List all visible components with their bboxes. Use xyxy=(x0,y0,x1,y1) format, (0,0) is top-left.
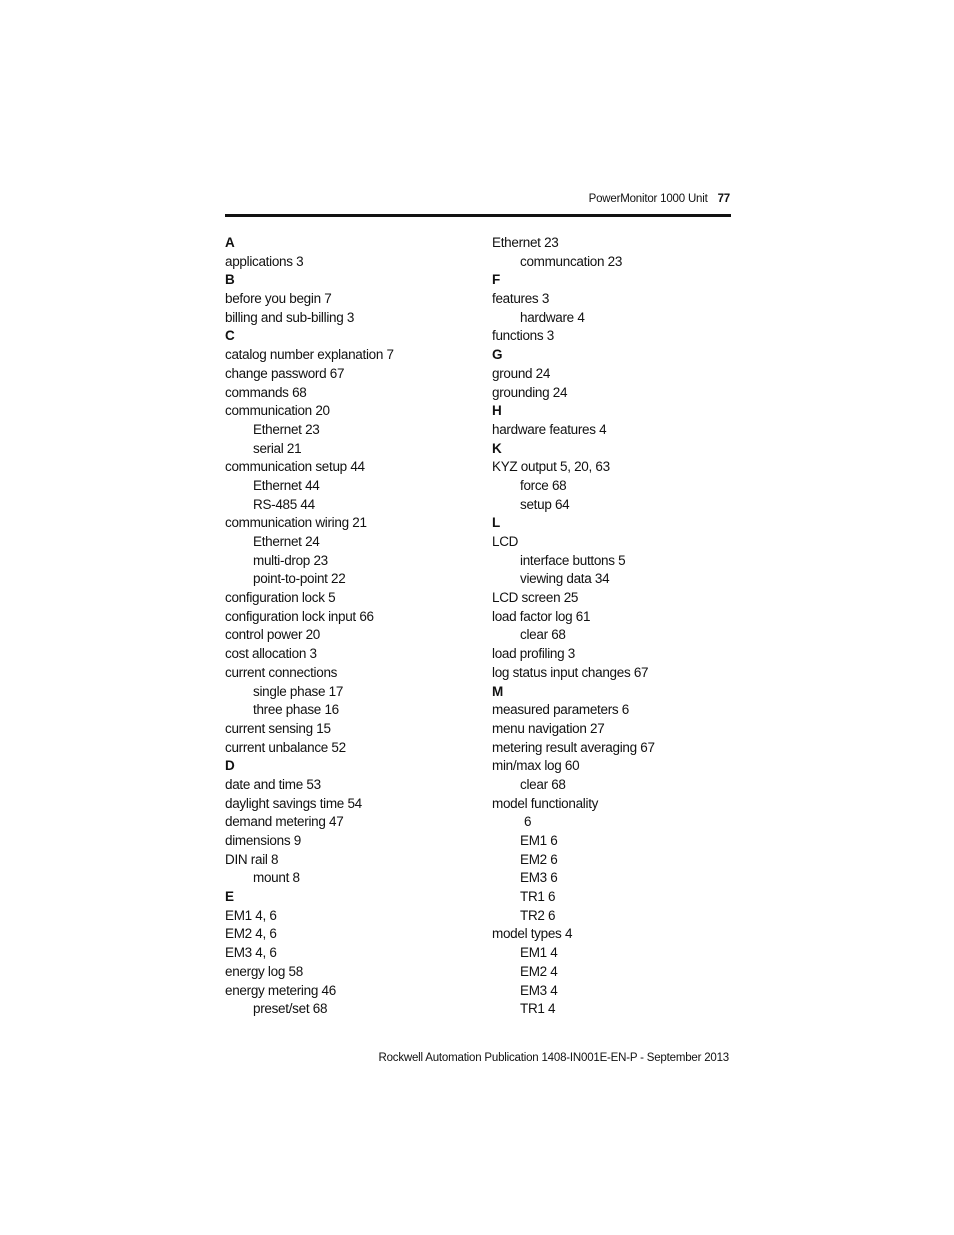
index-subentry: EM3 4 xyxy=(520,982,558,998)
index-entry: date and time 53 xyxy=(225,776,321,792)
index-entry: EM2 4, 6 xyxy=(225,926,277,942)
index-entry: ground 24 xyxy=(492,365,551,381)
index-subentry: Ethernet 23 xyxy=(253,421,320,437)
index-entry: EM3 4, 6 xyxy=(225,945,277,961)
index-subentry: single phase 17 xyxy=(253,683,344,699)
index-entry: LCD screen 25 xyxy=(492,590,579,606)
index-entry: load factor log 61 xyxy=(492,608,591,624)
index-entry: metering result averaging 67 xyxy=(492,739,655,755)
index-subentry: TR2 6 xyxy=(520,907,556,923)
running-header-title: PowerMonitor 1000 Unit xyxy=(588,193,708,205)
index-entry: functions 3 xyxy=(492,328,554,344)
page-number: 77 xyxy=(717,193,730,205)
index-entry: communication wiring 21 xyxy=(225,515,367,531)
index-entry: log status input changes 67 xyxy=(492,664,649,680)
index-subentry: communcation 23 xyxy=(520,253,623,269)
index-column-right xyxy=(492,234,655,1019)
index-letter-heading: B xyxy=(225,272,235,288)
index-subentry: hardware 4 xyxy=(520,309,585,325)
index-letter-heading: L xyxy=(492,515,500,531)
index-subentry: preset/set 68 xyxy=(253,1001,328,1017)
index-subentry: interface buttons 5 xyxy=(520,552,626,568)
index-subentry: Ethernet 24 xyxy=(253,534,320,549)
index-entry: energy metering 46 xyxy=(225,982,336,998)
index-letter-heading: A xyxy=(225,235,235,250)
index-subentry: viewing data 34 xyxy=(520,571,610,587)
index-subentry: multi-drop 23 xyxy=(253,552,328,568)
index-entry: communication 20 xyxy=(225,403,330,419)
index-entry: model types 4 xyxy=(492,926,573,942)
index-entry: configuration lock input 66 xyxy=(225,608,374,624)
index-subentry: EM2 6 xyxy=(520,851,558,867)
index-entry: change password 67 xyxy=(225,365,345,381)
index-entry: current sensing 15 xyxy=(225,720,331,736)
index-entry: features 3 xyxy=(492,291,550,307)
index-entry: KYZ output 5, 20, 63 xyxy=(492,459,610,475)
index-subentry: clear 68 xyxy=(520,627,566,643)
index-entry: hardware features 4 xyxy=(492,421,607,437)
index-entry: current unbalance 52 xyxy=(225,739,346,755)
index-entry: energy log 58 xyxy=(225,963,303,979)
index-letter-heading: G xyxy=(492,347,503,363)
index-subentry: EM1 6 xyxy=(520,833,558,848)
index-letter-heading: F xyxy=(492,272,500,288)
index-subentry: clear 68 xyxy=(520,776,566,792)
index-entry: grounding 24 xyxy=(492,384,568,400)
index-column-left xyxy=(225,234,394,1019)
index-subentry: 6 xyxy=(524,814,532,830)
index-subentry: TR1 6 xyxy=(520,889,556,905)
index-letter-heading: H xyxy=(492,403,502,419)
index-subentry: Ethernet 44 xyxy=(253,477,320,493)
index-entry: billing and sub-billing 3 xyxy=(225,309,355,325)
index-subentry: EM3 6 xyxy=(520,870,558,886)
index-subentry: mount 8 xyxy=(253,870,300,886)
index-entry: cost allocation 3 xyxy=(225,646,317,662)
index-entry: LCD xyxy=(492,534,519,549)
index-entry: applications 3 xyxy=(225,253,304,269)
footer-publication: Rockwell Automation Publication 1408-IN001E-EN-P - September 2013 xyxy=(378,1052,729,1064)
index-subentry: point-to-point 22 xyxy=(253,571,346,587)
index-entry: DIN rail 8 xyxy=(225,851,279,867)
index-letter-heading: C xyxy=(225,328,235,344)
index-entry: Ethernet 23 xyxy=(492,235,559,250)
index-entry: measured parameters 6 xyxy=(492,702,630,718)
index-subentry: setup 64 xyxy=(520,496,570,512)
header-rule xyxy=(225,214,731,217)
index-entry: dimensions 9 xyxy=(225,833,301,848)
index-entry: min/max log 60 xyxy=(492,758,580,774)
index-entry: model functionality xyxy=(492,795,599,811)
index-letter-heading: M xyxy=(492,683,503,699)
index-subentry: EM2 4 xyxy=(520,963,558,979)
index-letter-heading: E xyxy=(225,889,234,905)
index-entry: load profiling 3 xyxy=(492,646,576,662)
running-header xyxy=(589,193,730,205)
index-subentry: three phase 16 xyxy=(253,702,339,718)
index-subentry: TR1 4 xyxy=(520,1001,556,1017)
index-entry: current connections xyxy=(225,664,338,680)
index-subentry: EM1 4 xyxy=(520,945,558,961)
index-letter-heading: K xyxy=(492,440,502,456)
index-entry: EM1 4, 6 xyxy=(225,907,277,923)
index-entry: before you begin 7 xyxy=(225,291,332,307)
index-subentry: RS-485 44 xyxy=(253,496,315,512)
index-entry: control power 20 xyxy=(225,627,321,643)
index-entry: communication setup 44 xyxy=(225,459,365,475)
index-entry: commands 68 xyxy=(225,384,307,400)
index-entry: demand metering 47 xyxy=(225,814,344,830)
index-subentry: force 68 xyxy=(520,477,567,493)
index-entry: catalog number explanation 7 xyxy=(225,347,394,363)
index-entry: menu navigation 27 xyxy=(492,720,605,736)
index-entry: configuration lock 5 xyxy=(225,590,336,606)
index-entry: daylight savings time 54 xyxy=(225,795,362,811)
index-letter-heading: D xyxy=(225,758,235,774)
index-subentry: serial 21 xyxy=(253,440,302,456)
